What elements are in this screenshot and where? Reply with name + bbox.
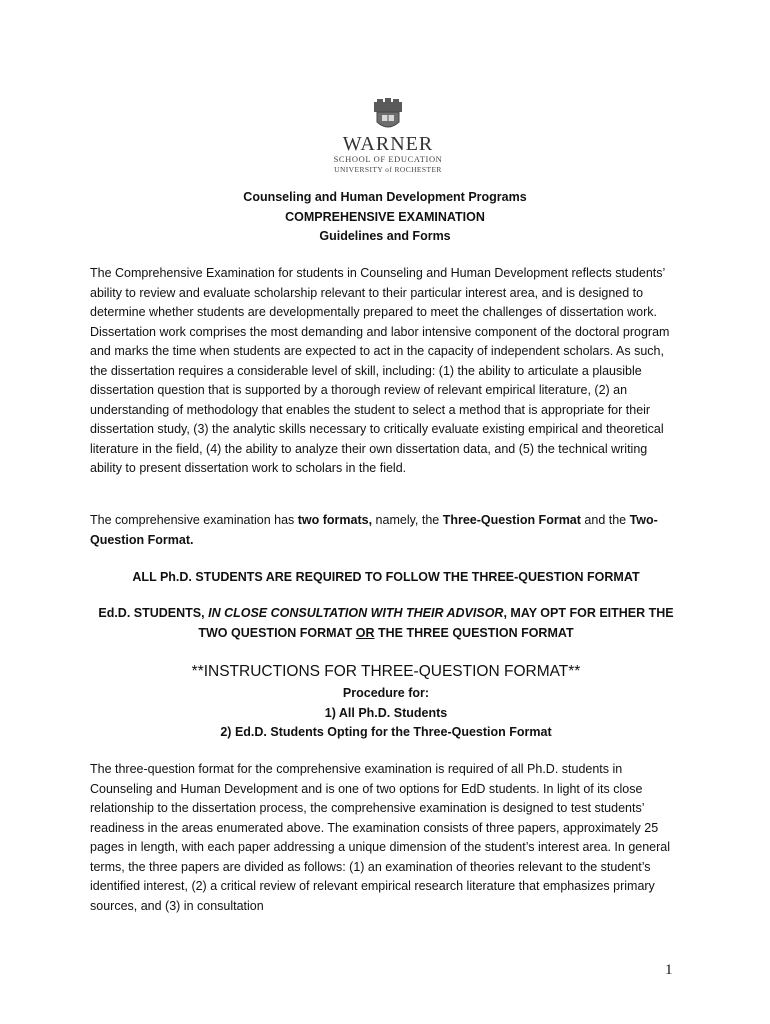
logo-warner-text: WARNER [342, 133, 434, 155]
warner-logo [328, 98, 448, 175]
exam-title: COMPREHENSIVE EXAMINATION [285, 209, 485, 224]
three-question-paragraph: The three-question format for the comprehensive examination is required of all Ph.D. students in Counseling and Human Development and is one of two options for EdD students. In light of its close relationship to the dissertation process, the comprehensive examination is designed to test students’ readiness in the areas enumerated above. The examination consists of three papers, approximately 25 pages in length, with each paper addressing a unique dimension of the student’s interest area. In general terms, the three papers are divided as follows: (1) an examination of theories relevant to the student’s identified interest, (2) a critical review of relevant empirical research literature that emphasizes primary sources, and (3) in consultation [90, 762, 671, 913]
formats-and: and the [580, 513, 630, 527]
logo-university-text: UNIVERSITY of ROCHESTER [334, 165, 442, 174]
university-crest-icon [373, 98, 403, 132]
edd-prefix: Ed.D. STUDENTS, [98, 606, 209, 620]
edd-advisor-italic: IN CLOSE CONSULTATION WITH THEIR ADVISOR [208, 606, 504, 620]
edd-or-underlined: OR [355, 625, 375, 640]
edd-option [90, 604, 682, 643]
formats-bold-three-question: Three-Question Format [442, 513, 581, 527]
procedure-title: Procedure for: [342, 686, 430, 700]
formats-paragraph [90, 511, 682, 550]
page-number: 1 [665, 962, 673, 978]
document-heading [90, 188, 680, 247]
guidelines-title: Guidelines and Forms [319, 229, 451, 243]
procedure-block [90, 684, 682, 743]
formats-middle: namely, the [372, 513, 443, 527]
edd-middle: , MAY OPT FOR EITHER THE TWO QUESTION FORMAT [198, 606, 674, 640]
instructions-title: **INSTRUCTIONS FOR THREE-QUESTION FORMAT** [191, 663, 581, 680]
edd-suffix: THE THREE QUESTION FORMAT [374, 625, 574, 640]
logo-school-text: SCHOOL OF EDUCATION [333, 154, 443, 164]
procedure-item-phd: 1) All Ph.D. Students [324, 705, 448, 720]
formats-bold-two-formats: two formats, [297, 513, 373, 527]
formats-bold-two-question: Two-Question Format. [90, 513, 658, 547]
phd-requirement: ALL Ph.D. STUDENTS ARE REQUIRED TO FOLLOW THE THREE-QUESTION FORMAT [132, 570, 640, 584]
program-title: Counseling and Human Development Programs [243, 190, 527, 204]
formats-prefix: The comprehensive examination has [90, 513, 298, 527]
procedure-item-edd: 2) Ed.D. Students Opting for the Three-Question Format [220, 725, 552, 739]
intro-paragraph: The Comprehensive Examination for students in Counseling and Human Development reflects students’ ability to review and evaluate scholarship relevant to their particular interest area, and is designed to determine whether students are developmentally prepared to meet the challenges of dissertation work. Dissertation work comprises the most demanding and labor intensive component of the doctoral program and marks the time when students are expected to act in the capacity of independent scholars. As such, the dissertation requires a considerable level of skill, including: (1) the ability to articulate a plausible dissertation question that is supported by a thorough review of relevant empirical literature, (2) an understanding of methodology that enables the student to select a method that is appropriate for their dissertation study, (3) the analytic skills necessary to critically evaluate existing empirical and theoretical literature in the field, (4) the ability to analyze their own dissertation data, and (5) the technical writing ability to present dissertation work to scholars in the field. [90, 266, 670, 475]
